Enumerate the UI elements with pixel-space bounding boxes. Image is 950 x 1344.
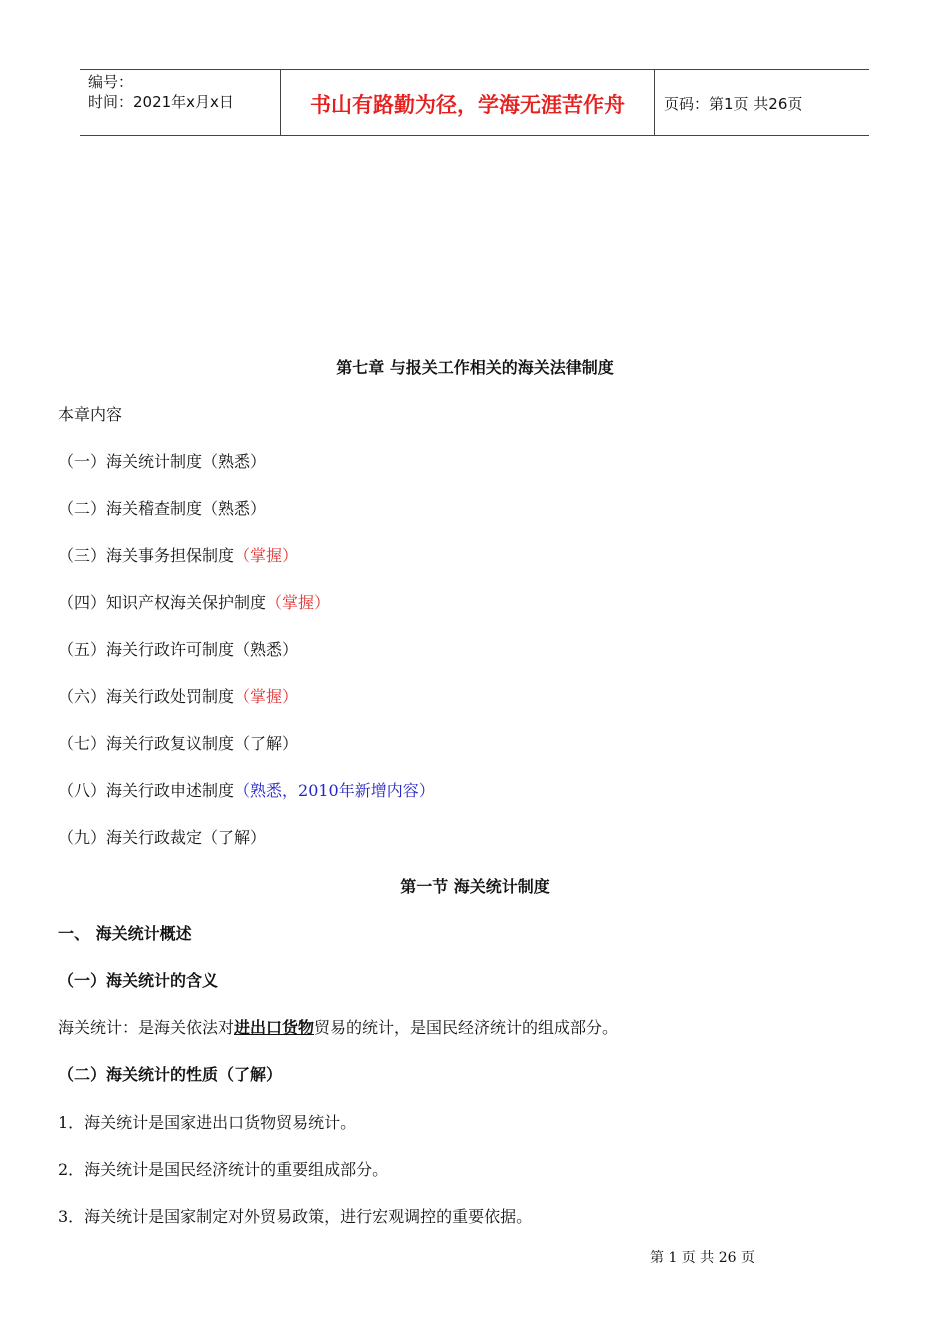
- header-number-label: 编号：: [88, 73, 134, 91]
- heading-overview: 一、 海关统计概述: [58, 924, 192, 943]
- contents-item: （一）海关统计制度（熟悉）: [58, 452, 267, 471]
- header-motto: 书山有路勤为径，学海无涯苦作舟: [310, 93, 625, 117]
- level-note: （掌握）: [266, 593, 331, 612]
- header-page-info: 页码：第1页 共26页: [664, 95, 803, 113]
- level-note: （掌握）: [234, 687, 299, 706]
- page-footer: 第 1 页 共 26 页: [650, 1250, 755, 1266]
- level-note: （熟悉，2010年新增内容）: [234, 781, 435, 800]
- section-title: 第一节 海关统计制度: [400, 877, 550, 896]
- header-time-label: 时间：2021年x月x日: [88, 93, 234, 111]
- contents-item: （六）海关行政处罚制度（掌握）: [58, 687, 299, 706]
- nature-item: 3．海关统计是国家制定对外贸易政策，进行宏观调控的重要依据。: [58, 1207, 533, 1226]
- level-note: （掌握）: [234, 546, 299, 565]
- page-header: [80, 69, 869, 136]
- contents-item: （四）知识产权海关保护制度（掌握）: [58, 593, 331, 612]
- contents-item: （三）海关事务担保制度（掌握）: [58, 546, 299, 565]
- heading-meaning: （一）海关统计的含义: [58, 971, 219, 990]
- contents-item: （二）海关稽查制度（熟悉）: [58, 499, 267, 518]
- chapter-title: 第七章 与报关工作相关的海关法律制度: [336, 358, 614, 377]
- nature-item: 1．海关统计是国家进出口货物贸易统计。: [58, 1113, 357, 1132]
- contents-item: （八）海关行政申述制度（熟悉，2010年新增内容）: [58, 781, 435, 800]
- header-divider: [654, 70, 655, 136]
- contents-item: （九）海关行政裁定（了解）: [58, 828, 267, 847]
- contents-label: 本章内容: [58, 405, 123, 424]
- contents-item: （五）海关行政许可制度（熟悉）: [58, 640, 299, 659]
- heading-nature: （二）海关统计的性质（了解）: [58, 1065, 283, 1084]
- nature-item: 2．海关统计是国民经济统计的重要组成部分。: [58, 1160, 389, 1179]
- contents-item: （七）海关行政复议制度（了解）: [58, 734, 299, 753]
- header-meta: [88, 72, 278, 112]
- emphasis-term: 进出口货物: [234, 1018, 315, 1037]
- definition-paragraph: 海关统计：是海关依法对进出口货物贸易的统计，是国民经济统计的组成部分。: [58, 1018, 619, 1037]
